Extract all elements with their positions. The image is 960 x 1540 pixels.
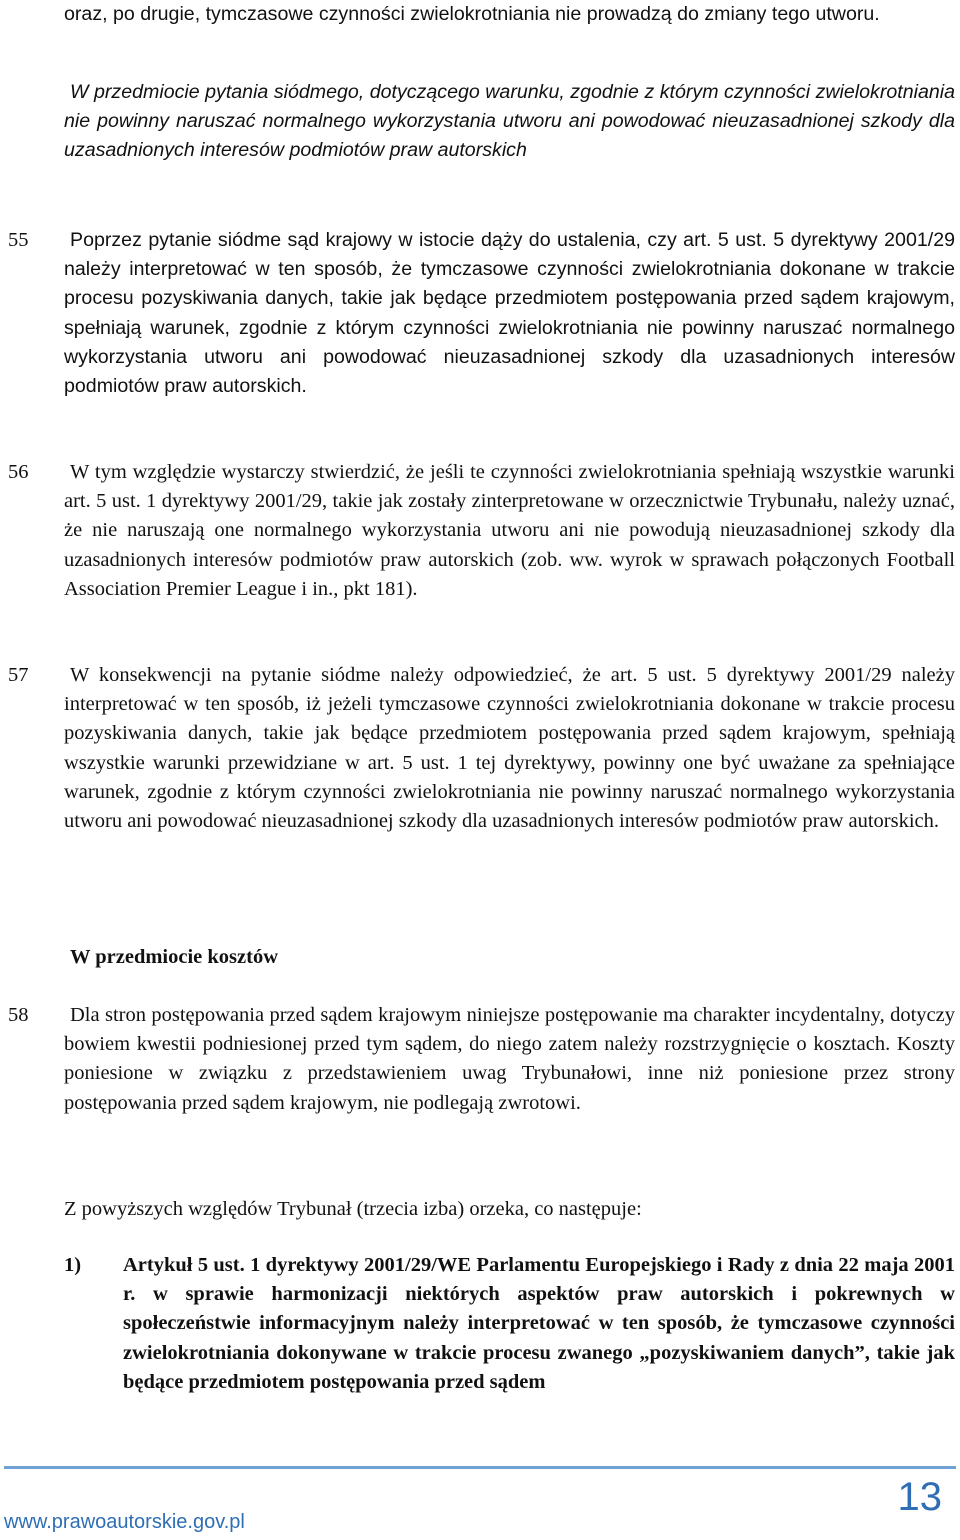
- paragraph-56-text: W tym względzie wystarczy stwierdzić, że jeśli te czynności zwielokrotniania spełniają wszystkie warunki art. 5 ust. 1 dyrektywy 2001/29, takie jak zostały zinterpretowane w orzecznictwie Trybunału, należy uznać, że nie naruszają one normalnego wykorzystania utworu ani nie powodują nieuzasadnionej szkody dla uzasadnionych interesów podmiotów praw autorskich (zob. ww. wyrok w sprawach połączonych Football Association Premier League i in., pkt 181).: [64, 461, 955, 600]
- paragraph-number-56: 56: [8, 461, 29, 483]
- paragraph-number-55: 55: [8, 229, 29, 251]
- ruling-intro: Z powyższych względów Trybunał (trzecia izba) orzeka, co następuje:: [64, 1198, 642, 1220]
- paragraph-55: [64, 226, 955, 401]
- paragraph-57: [64, 661, 955, 836]
- seventh-question-heading: [64, 78, 955, 166]
- costs-heading: W przedmiocie kosztów: [70, 946, 279, 968]
- paragraph-number-57: 57: [8, 664, 29, 686]
- paragraph-55-text: Poprzez pytanie siódme sąd krajowy w istocie dąży do ustalenia, czy art. 5 ust. 5 dyrektywy 2001/29 należy interpretować w ten sposób, że tymczasowe czynności zwielokrotniania dokonane w trakcie procesu pozyskiwania danych, takie jak będące przedmiotem postępowania przed sądem krajowym, spełniają warunek, zgodnie z którym czynności zwielokrotniania nie powinny naruszać normalnego wykorzystania utworu ani powodować nieuzasadnionej szkody dla uzasadnionych interesów podmiotów praw autorskich.: [64, 229, 955, 398]
- footer-divider: [4, 1466, 956, 1469]
- seventh-question-text: W przedmiocie pytania siódmego, dotyczącego warunku, zgodnie z którym czynności zwielokrotniania nie powinny naruszać normalnego wykorzystania utworu ani powodować nieuzasadnionej szkody dla uzasadnionych interesów podmiotów praw autorskich: [64, 81, 955, 162]
- intro-paragraph: oraz, po drugie, tymczasowe czynności zwielokrotniania nie prowadzą do zmiany tego utworu.: [64, 3, 880, 25]
- paragraph-56: [64, 458, 955, 604]
- paragraph-58-text: Dla stron postępowania przed sądem krajowym niniejsze postępowanie ma charakter incydentalny, dotyczy bowiem kwestii podniesionej przed tym sądem, do niego zatem należy rozstrzygnięcie o kosztach. Koszty poniesione w związku z przedstawieniem uwag Trybunałowi, inne niż poniesione przez strony postępowania przed sądem krajowym, nie podlegają zwrotowi.: [64, 1004, 955, 1114]
- page-number: 13: [897, 1475, 942, 1519]
- footer-url[interactable]: www.prawoautorskie.gov.pl: [4, 1511, 245, 1533]
- paragraph-number-58: 58: [8, 1004, 29, 1026]
- ruling-item-number: 1): [64, 1254, 82, 1276]
- ruling-item-text: Artykuł 5 ust. 1 dyrektywy 2001/29/WE Parlamentu Europejskiego i Rady z dnia 22 maja 2001 r. w sprawie harmonizacji niektórych aspektów praw autorskich i pokrewnych w społeczeństwie informacyjnym należy interpretować w ten sposób, że tymczasowe czynności zwielokrotniania dokonywane w trakcie procesu zwanego „pozyskiwaniem danych”, takie jak będące przedmiotem postępowania przed sądem: [123, 1254, 955, 1393]
- paragraph-57-text: W konsekwencji na pytanie siódme należy odpowiedzieć, że art. 5 ust. 5 dyrektywy 2001/29 należy interpretować w ten sposób, iż jeżeli tymczasowe czynności zwielokrotniania dokonane w trakcie procesu pozyskiwania danych, takie jak będące przedmiotem postępowania przed sądem krajowym, spełniają wszystkie warunki przewidziane w art. 5 ust. 1 tej dyrektywy, powinny one być uważane za spełniające warunek, zgodnie z którym czynności zwielokrotniania nie powinny naruszać normalnego wykorzystania utworu ani powodować nieuzasadnionej szkody dla uzasadnionych interesów podmiotów praw autorskich.: [64, 664, 955, 833]
- paragraph-58: [64, 1001, 955, 1118]
